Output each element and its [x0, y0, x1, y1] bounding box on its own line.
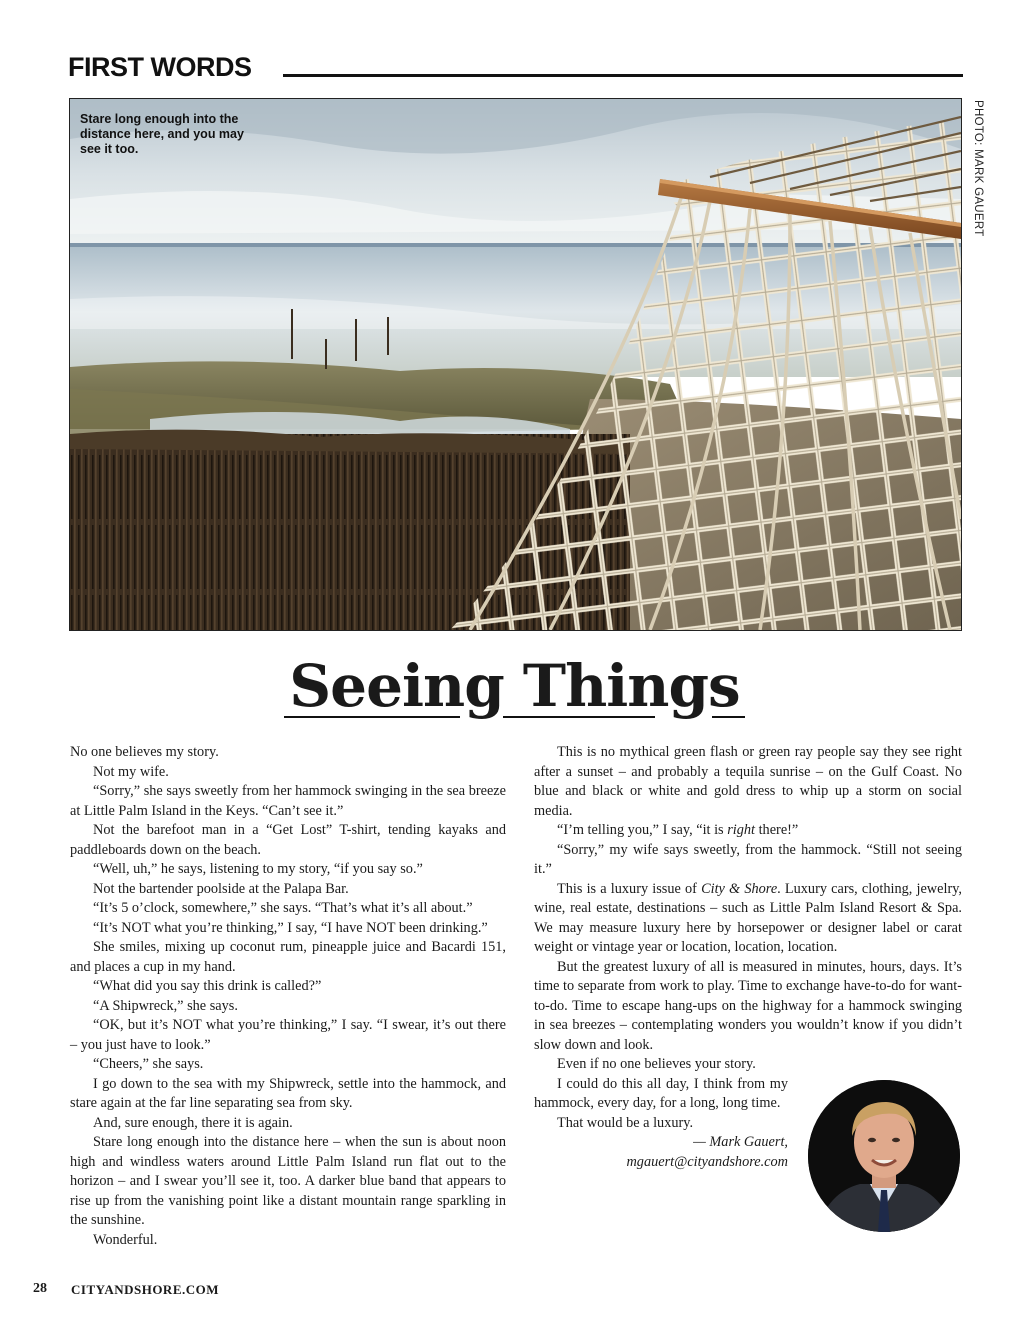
body-paragraph: “It’s 5 o’clock, somewhere,” she says. “That’s what it’s all about.” [93, 900, 473, 916]
signature-email[interactable]: mgauert@cityandshore.com [626, 1153, 788, 1170]
body-paragraph: “What did you say this drink is called?” [93, 978, 322, 994]
body-paragraph: “Well, uh,” he says, listening to my story, “if you say so.” [93, 861, 423, 877]
page-number: 28 [33, 1281, 47, 1296]
body-paragraph: Not the barefoot man in a “Get Lost” T-shirt, tending kayaks and paddleboards down on the beach. [70, 822, 506, 858]
section-label: FIRST WORDS [68, 52, 252, 82]
hero-photo [69, 98, 962, 631]
body-paragraph: “Sorry,” my wife says sweetly, from the hammock. “Still not seeing it.” [534, 841, 962, 877]
body-paragraph: No one believes my story. [70, 744, 219, 760]
body-paragraph: “Sorry,” she says sweetly from her hammock swinging in the sea breeze at Little Palm Island in the Keys. “Can’t see it.” [70, 783, 506, 819]
text-run: . Luxury cars, clothing, jewelry, wine, real estate, destinations – such as Little Palm Island Resort & Spa. We may measure luxury here by horsepower or designer label or carat weight or vintage year or location, location, location. [534, 880, 962, 955]
text-run: there!” [755, 822, 799, 838]
body-paragraph: This is no mythical green flash or green ray people say they see right after a sunset – and probably a tequila sunrise – on the Gulf Coast. No blue and black or white and gold dress to whip up a storm on social media. [534, 744, 962, 819]
body-paragraph: Not my wife. [93, 763, 169, 780]
photo-caption: Stare long enough into the distance here, and you may see it too. [80, 112, 244, 156]
footer-site-url[interactable]: CITYANDSHORE.COM [71, 1282, 220, 1297]
body-paragraph: “OK, but it’s NOT what you’re thinking,” I say. “I swear, it’s out there – you just have to look.” [70, 1017, 506, 1053]
body-paragraph: Not the bartender poolside at the Palapa Bar. [93, 880, 349, 897]
photo-credit-text: PHOTO: MARK GAUERT [972, 100, 984, 237]
header-rule [283, 74, 963, 77]
body-paragraph: She smiles, mixing up coconut rum, pineapple juice and Bacardi 151, and places a cup in my hand. [70, 939, 506, 975]
body-paragraph: I go down to the sea with my Shipwreck, settle into the hammock, and stare again at the far line separating sea from sky. [70, 1075, 506, 1111]
body-paragraph [534, 821, 962, 841]
article-headline: Seeing Things [289, 652, 740, 720]
body-paragraph: Wonderful. [93, 1231, 158, 1248]
body-paragraph: And, sure enough, there it is again. [93, 1114, 293, 1131]
body-paragraph: “It’s NOT what you’re thinking,” I say, “I have NOT been drinking.” [93, 919, 488, 936]
body-paragraph [534, 880, 962, 958]
photo-credit [970, 100, 984, 240]
text-run: “I’m telling you,” I say, “it is [557, 822, 728, 838]
author-signature [534, 1133, 788, 1172]
body-paragraph: I could do this all day, I think from my hammock, every day, for a long, long time. [534, 1075, 788, 1111]
article-column-left [70, 743, 506, 1250]
magazine-title: City & Shore [701, 880, 778, 897]
body-paragraph: But the greatest luxury of all is measured in minutes, hours, days. It’s time to separate from work to play. Time to exchange have-to-do for want-to-do. Time to escape hang-ups on the highway for a hammock swinging in sea breezes – contemplating wonders you wouldn’t know if you didn’t slow down and look. [534, 958, 962, 1053]
body-paragraph: “A Shipwreck,” she says. [93, 997, 238, 1014]
body-paragraph: That would be a luxury. [557, 1114, 694, 1131]
emphasis-text: right [727, 822, 756, 838]
body-paragraph: Stare long enough into the distance here – when the sun is about noon high and windless waters around Little Palm Island run flat out to the horizon – and I swear you’ll see it, too. A darker blue band that appears to rise up from the vanishing point like a distant mountain range sparkling in the sunshine. [70, 1134, 506, 1228]
text-run: This is a luxury issue of [557, 880, 702, 897]
signature-name: — Mark Gauert, [693, 1134, 788, 1150]
body-paragraph: Even if no one believes your story. [557, 1056, 756, 1072]
author-photo [808, 1080, 960, 1232]
body-paragraph: “Cheers,” she says. [93, 1056, 204, 1072]
